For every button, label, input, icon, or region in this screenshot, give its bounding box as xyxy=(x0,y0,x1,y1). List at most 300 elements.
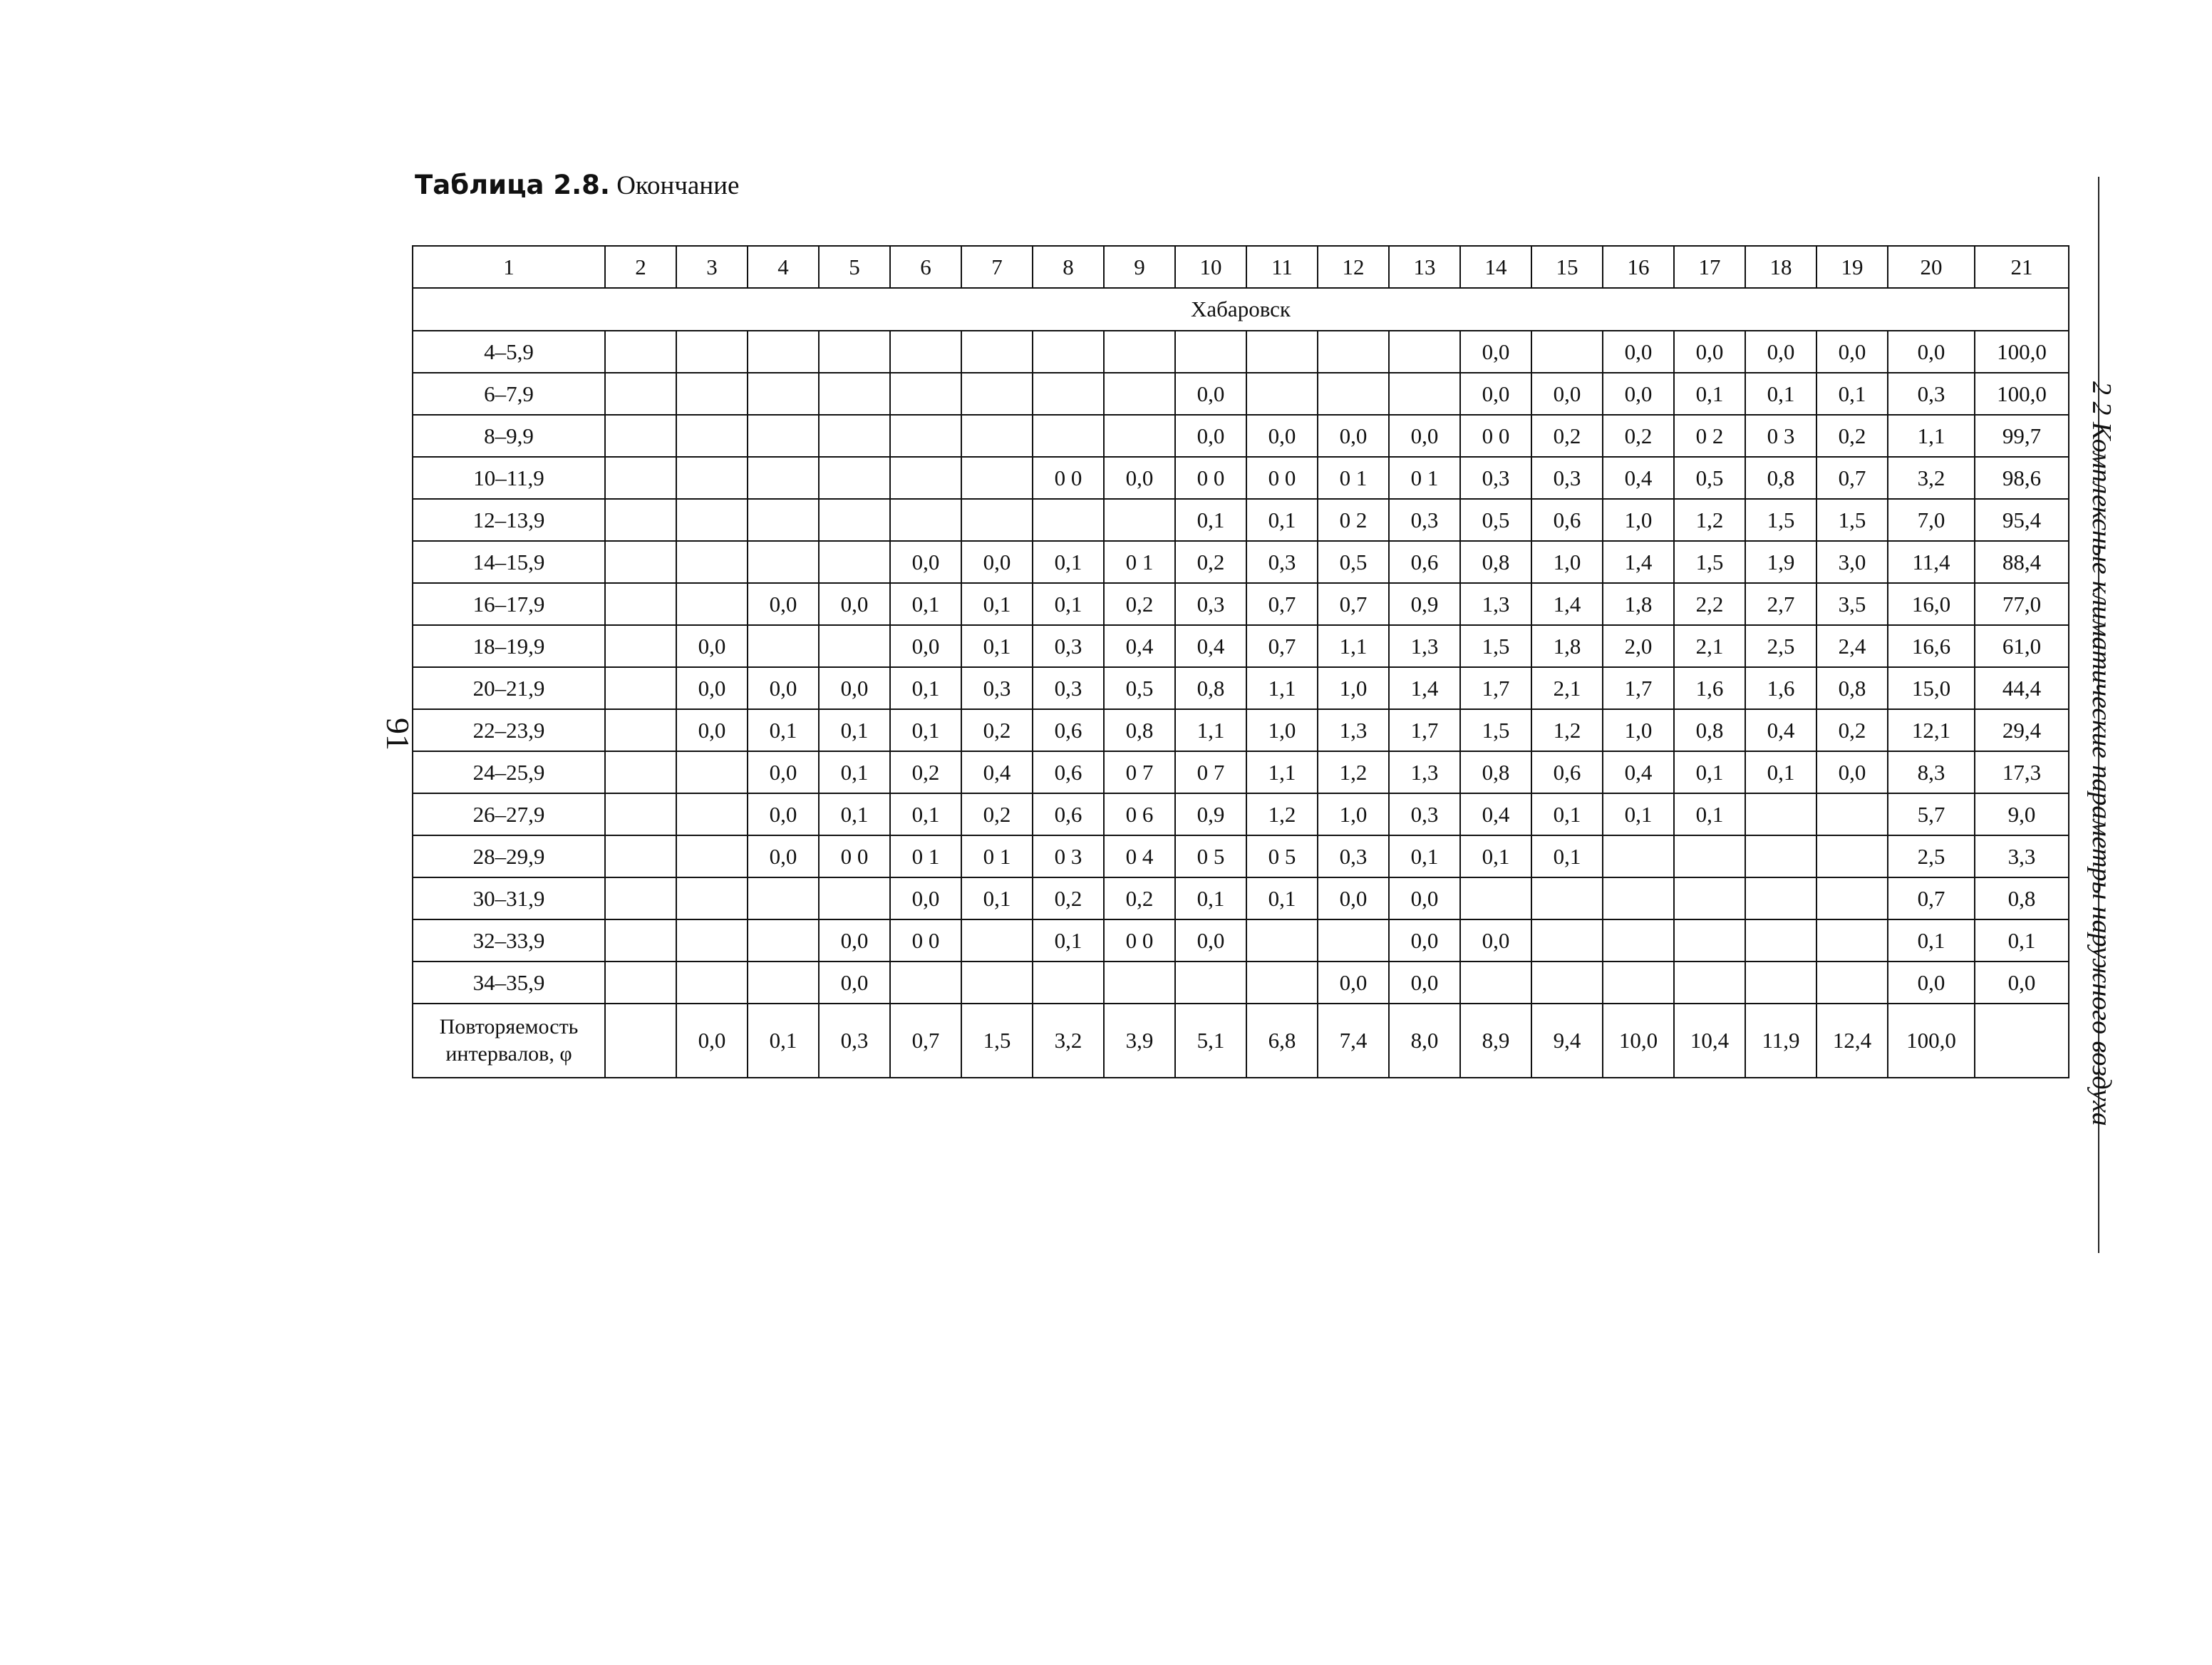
value-cell: 0,0 xyxy=(1888,331,1975,373)
value-cell: 99,7 xyxy=(1975,415,2069,457)
value-cell: 1,0 xyxy=(1531,541,1603,583)
value-cell: 0,0 xyxy=(748,667,819,709)
value-cell xyxy=(676,415,748,457)
value-cell xyxy=(890,457,961,499)
value-cell: 1,9 xyxy=(1745,541,1816,583)
value-cell: 0,1 xyxy=(961,877,1033,919)
value-cell xyxy=(676,962,748,1004)
value-cell: 0 7 xyxy=(1104,751,1175,793)
value-cell xyxy=(819,331,890,373)
value-cell: 0,0 xyxy=(748,835,819,877)
header-cell: 11 xyxy=(1246,246,1318,288)
table-caption xyxy=(415,170,739,201)
table-row xyxy=(413,415,2069,457)
value-cell: 0,8 xyxy=(1816,667,1888,709)
value-cell xyxy=(1816,919,1888,962)
value-cell: 0,1 xyxy=(1745,373,1816,415)
page-number: 91 xyxy=(380,718,416,751)
value-cell: 0 0 xyxy=(1175,457,1246,499)
value-cell: 0,1 xyxy=(890,793,961,835)
value-cell xyxy=(1033,415,1104,457)
header-cell: 6 xyxy=(890,246,961,288)
interval-label: 26–27,9 xyxy=(413,793,605,835)
value-cell xyxy=(676,541,748,583)
footer-value: 0,1 xyxy=(748,1004,819,1078)
value-cell: 0 5 xyxy=(1175,835,1246,877)
value-cell: 0 1 xyxy=(1389,457,1460,499)
value-cell xyxy=(1745,793,1816,835)
value-cell: 0,0 xyxy=(1531,373,1603,415)
header-cell: 10 xyxy=(1175,246,1246,288)
value-cell: 2,1 xyxy=(1531,667,1603,709)
value-cell xyxy=(1104,331,1175,373)
value-cell: 3,5 xyxy=(1816,583,1888,625)
value-cell: 0 1 xyxy=(961,835,1033,877)
value-cell: 1,6 xyxy=(1674,667,1745,709)
value-cell: 0,7 xyxy=(1246,583,1318,625)
footer-value: 12,4 xyxy=(1816,1004,1888,1078)
interval-label: 16–17,9 xyxy=(413,583,605,625)
value-cell: 1,5 xyxy=(1745,499,1816,541)
data-table xyxy=(412,245,2069,1078)
value-cell: 1,0 xyxy=(1246,709,1318,751)
table-row xyxy=(413,667,2069,709)
value-cell: 16,0 xyxy=(1888,583,1975,625)
footer-row xyxy=(413,1004,2069,1078)
value-cell: 5,7 xyxy=(1888,793,1975,835)
value-cell xyxy=(605,919,676,962)
value-cell: 0,5 xyxy=(1460,499,1531,541)
value-cell: 0,1 xyxy=(1531,793,1603,835)
value-cell: 9,0 xyxy=(1975,793,2069,835)
value-cell: 1,8 xyxy=(1531,625,1603,667)
interval-label: 34–35,9 xyxy=(413,962,605,1004)
value-cell xyxy=(961,919,1033,962)
value-cell: 0,1 xyxy=(1175,877,1246,919)
footer-value: 0,0 xyxy=(676,1004,748,1078)
value-cell xyxy=(1246,331,1318,373)
value-cell: 0 4 xyxy=(1104,835,1175,877)
value-cell xyxy=(1816,793,1888,835)
value-cell: 0,4 xyxy=(1104,625,1175,667)
value-cell: 61,0 xyxy=(1975,625,2069,667)
value-cell xyxy=(748,919,819,962)
value-cell: 0,8 xyxy=(1104,709,1175,751)
value-cell: 1,0 xyxy=(1603,709,1674,751)
value-cell xyxy=(605,709,676,751)
value-cell xyxy=(605,625,676,667)
value-cell: 0,7 xyxy=(1816,457,1888,499)
value-cell xyxy=(605,541,676,583)
value-cell: 1,1 xyxy=(1888,415,1975,457)
value-cell xyxy=(961,331,1033,373)
value-cell: 0,2 xyxy=(890,751,961,793)
value-cell: 0,6 xyxy=(1033,793,1104,835)
interval-label: 8–9,9 xyxy=(413,415,605,457)
value-cell: 0,0 xyxy=(1389,919,1460,962)
value-cell: 0,1 xyxy=(1460,835,1531,877)
value-cell xyxy=(961,962,1033,1004)
table-row xyxy=(413,373,2069,415)
city-row xyxy=(413,288,2069,331)
header-cell: 13 xyxy=(1389,246,1460,288)
value-cell xyxy=(1674,919,1745,962)
table-row xyxy=(413,919,2069,962)
value-cell: 8,3 xyxy=(1888,751,1975,793)
value-cell xyxy=(676,457,748,499)
footer-value: 100,0 xyxy=(1888,1004,1975,1078)
value-cell xyxy=(1531,331,1603,373)
value-cell xyxy=(676,499,748,541)
value-cell: 0,0 xyxy=(1175,415,1246,457)
value-cell xyxy=(1816,962,1888,1004)
value-cell: 0,3 xyxy=(1389,499,1460,541)
footer-value: 10,0 xyxy=(1603,1004,1674,1078)
value-cell xyxy=(1816,835,1888,877)
value-cell: 0,1 xyxy=(890,667,961,709)
value-cell: 0,3 xyxy=(1318,835,1389,877)
header-cell: 21 xyxy=(1975,246,2069,288)
value-cell xyxy=(1389,331,1460,373)
value-cell xyxy=(748,331,819,373)
value-cell xyxy=(676,919,748,962)
footer-value: 10,4 xyxy=(1674,1004,1745,1078)
value-cell: 2,0 xyxy=(1603,625,1674,667)
footer-value: 1,5 xyxy=(961,1004,1033,1078)
value-cell xyxy=(676,583,748,625)
value-cell: 0,2 xyxy=(1104,583,1175,625)
table-row xyxy=(413,541,2069,583)
header-cell: 17 xyxy=(1674,246,1745,288)
interval-label: 22–23,9 xyxy=(413,709,605,751)
value-cell: 0 7 xyxy=(1175,751,1246,793)
value-cell xyxy=(1175,962,1246,1004)
value-cell: 0,0 xyxy=(1816,751,1888,793)
value-cell: 0,1 xyxy=(1246,499,1318,541)
value-cell xyxy=(1745,962,1816,1004)
value-cell: 0,4 xyxy=(1460,793,1531,835)
value-cell: 0,0 xyxy=(1175,919,1246,962)
value-cell: 1,5 xyxy=(1460,709,1531,751)
value-cell xyxy=(676,793,748,835)
value-cell xyxy=(1104,499,1175,541)
value-cell: 88,4 xyxy=(1975,541,2069,583)
value-cell: 0,0 xyxy=(1816,331,1888,373)
value-cell: 0,3 xyxy=(1389,793,1460,835)
value-cell: 100,0 xyxy=(1975,373,2069,415)
value-cell xyxy=(1104,415,1175,457)
value-cell: 0,1 xyxy=(819,751,890,793)
value-cell xyxy=(1531,962,1603,1004)
value-cell xyxy=(605,877,676,919)
value-cell xyxy=(1104,373,1175,415)
value-cell: 0,0 xyxy=(1389,877,1460,919)
value-cell: 0 0 xyxy=(1104,919,1175,962)
footer-value xyxy=(605,1004,676,1078)
value-cell xyxy=(1531,919,1603,962)
header-cell: 2 xyxy=(605,246,676,288)
value-cell: 17,3 xyxy=(1975,751,2069,793)
value-cell: 2,7 xyxy=(1745,583,1816,625)
footer-value: 8,9 xyxy=(1460,1004,1531,1078)
value-cell: 0,4 xyxy=(1603,457,1674,499)
city-name: Хабаровск xyxy=(413,288,2069,331)
value-cell: 0,3 xyxy=(1033,625,1104,667)
value-cell: 0,0 xyxy=(1318,415,1389,457)
value-cell xyxy=(748,415,819,457)
value-cell: 2,5 xyxy=(1888,835,1975,877)
footer-value xyxy=(1975,1004,2069,1078)
table-body xyxy=(413,246,2069,1078)
value-cell: 0,0 xyxy=(676,709,748,751)
value-cell: 0,1 xyxy=(748,709,819,751)
value-cell: 0 6 xyxy=(1104,793,1175,835)
value-cell: 0,2 xyxy=(1175,541,1246,583)
value-cell xyxy=(819,499,890,541)
value-cell: 1,2 xyxy=(1246,793,1318,835)
value-cell xyxy=(1745,919,1816,962)
value-cell xyxy=(605,793,676,835)
value-cell: 3,2 xyxy=(1888,457,1975,499)
value-cell xyxy=(819,415,890,457)
value-cell: 11,4 xyxy=(1888,541,1975,583)
value-cell: 0,0 xyxy=(1603,373,1674,415)
value-cell: 2,2 xyxy=(1674,583,1745,625)
footer-value: 8,0 xyxy=(1389,1004,1460,1078)
value-cell: 2,1 xyxy=(1674,625,1745,667)
header-cell: 5 xyxy=(819,246,890,288)
value-cell xyxy=(605,667,676,709)
value-cell: 0,8 xyxy=(1745,457,1816,499)
value-cell: 0,2 xyxy=(1104,877,1175,919)
value-cell: 0,0 xyxy=(1318,877,1389,919)
value-cell: 0,6 xyxy=(1531,499,1603,541)
value-cell xyxy=(1674,835,1745,877)
value-cell: 3,0 xyxy=(1816,541,1888,583)
value-cell xyxy=(890,373,961,415)
value-cell: 0,1 xyxy=(1674,751,1745,793)
header-cell: 18 xyxy=(1745,246,1816,288)
value-cell xyxy=(819,877,890,919)
table-row xyxy=(413,793,2069,835)
value-cell xyxy=(819,625,890,667)
value-cell xyxy=(1318,919,1389,962)
value-cell: 0,5 xyxy=(1104,667,1175,709)
value-cell: 0,1 xyxy=(1033,583,1104,625)
value-cell: 1,6 xyxy=(1745,667,1816,709)
value-cell: 1,5 xyxy=(1460,625,1531,667)
value-cell xyxy=(890,499,961,541)
table-row xyxy=(413,457,2069,499)
value-cell xyxy=(676,877,748,919)
value-cell: 0,0 xyxy=(1389,415,1460,457)
value-cell xyxy=(748,877,819,919)
value-cell xyxy=(605,751,676,793)
interval-label: 4–5,9 xyxy=(413,331,605,373)
value-cell: 0,1 xyxy=(1246,877,1318,919)
value-cell: 0 5 xyxy=(1246,835,1318,877)
value-cell: 0,0 xyxy=(961,541,1033,583)
value-cell: 0,6 xyxy=(1033,751,1104,793)
value-cell xyxy=(819,373,890,415)
value-cell: 0,2 xyxy=(961,793,1033,835)
value-cell: 0 0 xyxy=(819,835,890,877)
header-cell: 19 xyxy=(1816,246,1888,288)
value-cell xyxy=(1318,373,1389,415)
value-cell xyxy=(1033,331,1104,373)
value-cell: 0,1 xyxy=(890,709,961,751)
value-cell: 0,0 xyxy=(676,625,748,667)
value-cell xyxy=(748,499,819,541)
value-cell xyxy=(961,415,1033,457)
interval-label: 24–25,9 xyxy=(413,751,605,793)
value-cell xyxy=(1460,962,1531,1004)
value-cell xyxy=(605,835,676,877)
value-cell: 0,0 xyxy=(1318,962,1389,1004)
value-cell: 0,0 xyxy=(819,583,890,625)
value-cell xyxy=(676,835,748,877)
value-cell: 44,4 xyxy=(1975,667,2069,709)
value-cell xyxy=(676,373,748,415)
value-cell: 1,7 xyxy=(1460,667,1531,709)
value-cell: 0,7 xyxy=(1318,583,1389,625)
value-cell xyxy=(748,962,819,1004)
value-cell: 0,0 xyxy=(1175,373,1246,415)
value-cell: 0,1 xyxy=(1531,835,1603,877)
value-cell: 0,0 xyxy=(1975,962,2069,1004)
value-cell: 0 1 xyxy=(1318,457,1389,499)
value-cell xyxy=(605,583,676,625)
value-cell: 1,0 xyxy=(1318,667,1389,709)
value-cell: 1,3 xyxy=(1318,709,1389,751)
table-caption-number: Таблица 2.8. xyxy=(415,170,610,200)
value-cell xyxy=(1246,962,1318,1004)
value-cell xyxy=(1674,877,1745,919)
value-cell: 0,1 xyxy=(1389,835,1460,877)
value-cell: 0,0 xyxy=(890,625,961,667)
value-cell xyxy=(1104,962,1175,1004)
value-cell xyxy=(1531,877,1603,919)
value-cell: 0,7 xyxy=(1888,877,1975,919)
interval-label: 30–31,9 xyxy=(413,877,605,919)
header-cell: 16 xyxy=(1603,246,1674,288)
value-cell xyxy=(1603,962,1674,1004)
value-cell xyxy=(1745,835,1816,877)
value-cell: 1,3 xyxy=(1460,583,1531,625)
value-cell: 15,0 xyxy=(1888,667,1975,709)
value-cell: 0,4 xyxy=(961,751,1033,793)
interval-label: 20–21,9 xyxy=(413,667,605,709)
value-cell: 12,1 xyxy=(1888,709,1975,751)
value-cell: 0,0 xyxy=(1246,415,1318,457)
value-cell: 0,1 xyxy=(1975,919,2069,962)
value-cell: 0,8 xyxy=(1460,541,1531,583)
value-cell xyxy=(676,751,748,793)
value-cell: 0,4 xyxy=(1175,625,1246,667)
value-cell: 1,0 xyxy=(1318,793,1389,835)
value-cell xyxy=(605,331,676,373)
value-cell: 0,0 xyxy=(819,667,890,709)
value-cell: 0,9 xyxy=(1175,793,1246,835)
value-cell: 0,1 xyxy=(1603,793,1674,835)
header-cell: 8 xyxy=(1033,246,1104,288)
value-cell xyxy=(676,331,748,373)
value-cell: 1,4 xyxy=(1389,667,1460,709)
value-cell: 1,2 xyxy=(1531,709,1603,751)
value-cell: 0,3 xyxy=(1888,373,1975,415)
value-cell: 0,0 xyxy=(1460,373,1531,415)
table-row xyxy=(413,331,2069,373)
value-cell: 2,5 xyxy=(1745,625,1816,667)
value-cell: 0,5 xyxy=(1674,457,1745,499)
header-cell: 3 xyxy=(676,246,748,288)
value-cell: 0,1 xyxy=(890,583,961,625)
value-cell: 0,9 xyxy=(1389,583,1460,625)
value-cell: 0,0 xyxy=(1603,331,1674,373)
value-cell: 0,1 xyxy=(1033,541,1104,583)
value-cell xyxy=(748,625,819,667)
table-row xyxy=(413,709,2069,751)
value-cell: 0,8 xyxy=(1175,667,1246,709)
value-cell: 0,1 xyxy=(1888,919,1975,962)
footer-value: 0,7 xyxy=(890,1004,961,1078)
value-cell: 0 1 xyxy=(1104,541,1175,583)
value-cell: 0 2 xyxy=(1674,415,1745,457)
value-cell: 1,5 xyxy=(1816,499,1888,541)
value-cell: 0,7 xyxy=(1246,625,1318,667)
value-cell: 0 0 xyxy=(1460,415,1531,457)
value-cell: 0,3 xyxy=(1460,457,1531,499)
value-cell: 0,0 xyxy=(890,877,961,919)
value-cell xyxy=(605,415,676,457)
value-cell: 98,6 xyxy=(1975,457,2069,499)
value-cell: 0,0 xyxy=(1674,331,1745,373)
value-cell: 16,6 xyxy=(1888,625,1975,667)
header-cell: 15 xyxy=(1531,246,1603,288)
value-cell: 1,1 xyxy=(1246,751,1318,793)
value-cell xyxy=(1318,331,1389,373)
value-cell: 0,3 xyxy=(1531,457,1603,499)
value-cell: 0,1 xyxy=(961,583,1033,625)
value-cell: 0,0 xyxy=(819,919,890,962)
value-cell: 0 3 xyxy=(1033,835,1104,877)
header-row xyxy=(413,246,2069,288)
value-cell: 0,2 xyxy=(1816,709,1888,751)
header-cell: 9 xyxy=(1104,246,1175,288)
running-header: 2 2 Комплексные климатические параметры наружного воздуха xyxy=(2087,381,2117,1126)
value-cell: 0,0 xyxy=(676,667,748,709)
value-cell xyxy=(890,415,961,457)
table-caption-text: Окончание xyxy=(609,171,740,200)
value-cell: 77,0 xyxy=(1975,583,2069,625)
value-cell: 0,1 xyxy=(819,793,890,835)
value-cell xyxy=(1460,877,1531,919)
footer-label-line2: интервалов, φ xyxy=(445,1042,572,1066)
value-cell: 0,0 xyxy=(748,793,819,835)
value-cell: 0,3 xyxy=(961,667,1033,709)
value-cell: 0,0 xyxy=(890,541,961,583)
value-cell: 1,2 xyxy=(1318,751,1389,793)
footer-value: 3,2 xyxy=(1033,1004,1104,1078)
table-row xyxy=(413,625,2069,667)
value-cell xyxy=(1603,835,1674,877)
value-cell xyxy=(1745,877,1816,919)
header-cell: 4 xyxy=(748,246,819,288)
value-cell: 29,4 xyxy=(1975,709,2069,751)
value-cell: 0,2 xyxy=(1603,415,1674,457)
value-cell xyxy=(1246,919,1318,962)
value-cell xyxy=(1816,877,1888,919)
